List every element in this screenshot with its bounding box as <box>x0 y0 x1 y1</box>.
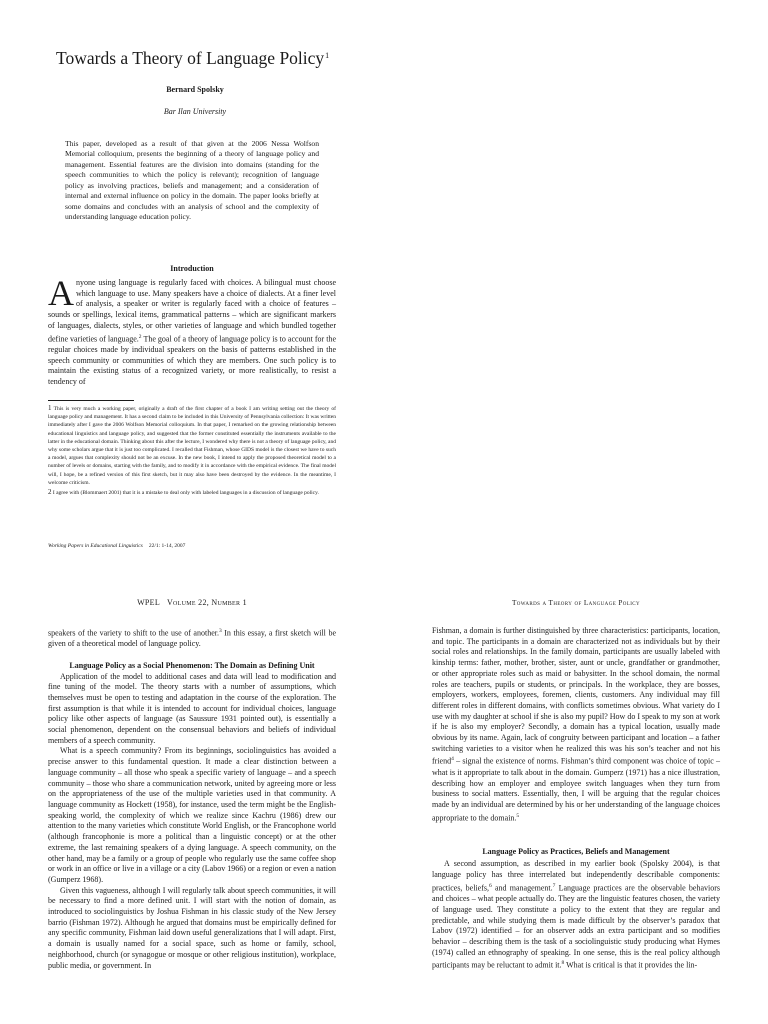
title-footnote-marker[interactable]: 1 <box>325 51 330 60</box>
introduction-paragraph: Anyone using language is regularly faced with choices. A bilingual must choose which language to use. Many speakers have a choice of dialects. At a finer level of analysis, a speaker or writer is regularly faced with a choice of features – sounds or spellings, lexical items, grammatical patterns – which are significant markers of languages, dialects, styles, or other varieties of language and which bundled together define varieties of language.$^2$ The goal of a theory of language policy is to account for the regular choices made by individual speakers on the basis of patterns established in the speech community or communities of which they are members. One such policy is to maintain the existing status of a recognized variety, or more realistically, to resist a tendency of <box>48 273 336 386</box>
body-paragraph-1: Application of the model to additional cases and data will lead to modification and fine tuning of the model. The theory starts with a number of assumptions, which themselves must be open to testing and adaptation in the course of the exploration. The first assumption is that while it is intended to account for individual choices, language policy like other aspects of language (as Saussure 1931 pointed out), is essentially a social phenomenon, dependent on the consensual behaviors and beliefs of individual members of a speech community. <box>48 671 336 745</box>
introduction-heading: Introduction <box>170 264 214 273</box>
continuation-paragraph: speakers of the variety to shift to the use of another.$^3$ In this essay, a first sketch will be given of a theoretical model of language policy. <box>48 628 336 649</box>
journal-issue: 22/1: 1-14, 2007 <box>148 543 186 549</box>
domain-paragraph: Fishman, a domain is further distinguished by three characteristics: participants, location, and topic. The participants in a domain are characterized not as individuals but by their social roles and relationships. In the family domain, participants are usually labeled with kinship terms: father, mother, brother, sister, aunt or uncle, grandfather or grandmother, or other appropriate roles such as maid or babysitter. In the school domain, the normal roles are teachers, pupils or students, or principals. In the workplace, they are bosses, employers, workers, employees, foremen, clients, customers. Any individual may fill different roles in different domains, with conflicts sometimes obvious. What variety do I use with my daughter at school if she is also my pupil? How do I speak to my son at work if he is also my employer? Secondly, a domain has a typical location, usually made obvious by its name. Again, lack of congruity between participant and location – a father switching varieties to a visitor when he realized this was his son’s teacher and not his friend$^4$ – signal the existence of norms. Fishman’s third component was choice of topic – what is it appropriate to talk about in the domain. Gumperz (1971) has a nice illustration, describing how an employer and employee switch languages when they turn from business to social matters. Essentially, then, I will be arguing that the regular choices made by an individual are determined by his or her understanding of the language choices appropriate to the domain.$^5$ <box>432 626 720 823</box>
paper-title: Towards a Theory of Language Policy$^1$ <box>56 48 330 68</box>
section-heading-domain: Language Policy as a Social Phenomenon: The Domain as Defining Unit <box>69 661 315 671</box>
footnote-1: 1 This is very much a working paper, originally a draft of the first chapter of a book I am writing setting out the theory of language policy and management. It has a second claim to be included in this University of Pennsylvania collection: It was written immediately after I gave the 2006 Wolfson Memorial colloquium. In that paper, I remarked on the growing relationship between educational linguistics and language policy, and suggested that the former constituted essentially the instruments available to the latter in the educational domain. Thinking about this after the lecture, I wondered why there is not a theory of language policy, and why some scholars argue that it is just too complicated. I recalled that Fishman, whose GIDS model is the closest we have to such a model, argues that complexity should not be an excuse. In the new book, I intend to apply the proposed theoretical model to a number of levels or domains, starting with the family, and to modify it in accordance with the empirical evidence. The final model will, I hope, be a refined version of this first sketch, but it may also have been destroyed by the evidence. In the meantime, I welcome criticism. <box>48 404 337 486</box>
footnote-marker-6[interactable]: 6 <box>488 882 492 889</box>
body-paragraph-2: What is a speech community? From its beginnings, sociolinguistics has avoided a precise answer to this fundamental question. It made a clear distinction between a language community – all those who speak a specific variety of language – and a speech community – those who share a communication network, united by agreeing more or less on the appropriateness of the use of the multiple varieties used in that community. A language community as Hockett (1958), for instance, used the term might be the English-speaking world, the complexity of which we realize since Kachru (1986) drew our attention to the many varieties which constitute World English, or the Francophone world (although francophonie is more a political than a linguistic concept) or at the other extreme, the last remaining speakers of a dying language. A speech community, on the other hand, may be a family or a group of people who regularly use the same coffee shop or work in an office or live in a village or a city (Labov 1966) or a region or even a nation (Gumperz 1968). <box>48 746 336 884</box>
author-name: Bernard Spolsky <box>166 85 224 94</box>
abstract: This paper, developed as a result of that given at the 2006 Nessa Wolfson Memorial colloquium, presents the beginning of a theory of language policy and management. Essential features are the division into domains (standing for the speech communities to which the policy is relevant); recognition of language policy as involving practices, beliefs and management; and a consideration of internal and external influence on policy in the domain. The paper looks briefly at some domains and concludes with an analysis of school and the complexity of understanding language education policy. <box>65 139 319 222</box>
right-column <box>432 626 720 972</box>
footnote-marker-3[interactable]: 3 <box>218 628 222 634</box>
footnote-divider <box>48 400 134 401</box>
journal-citation <box>48 543 185 549</box>
section-heading-practices: Language Policy as Practices, Beliefs and Management <box>482 846 670 856</box>
journal-name: Working Papers in Educational Linguistics <box>48 543 143 549</box>
footnote-marker-4[interactable]: 4 <box>451 756 454 763</box>
footnote-marker-7[interactable]: 7 <box>552 882 556 889</box>
footnotes <box>48 404 336 498</box>
author-affiliation: Bar Ilan University <box>163 107 227 116</box>
practices-paragraph: A second assumption, as described in my earlier book (Spolsky 2004), is that language policy has three interrelated but independently describable components: practices, beliefs,$^6$ and management.$^7$ Language practices are the observable behaviors and choices – what people actually do. They are the linguistic features chosen, the variety of language used. They constitute a policy to the extent that they are regular and predictable, and while studying them is made difficult by the observer’s paradox that Labov (1972) identified – for an observer adds an extra participant and so modifies behavior – describing them is the task of a sociolinguistic study producing what Hymes (1974) called an ethnography of speaking. In one sense, this is the real policy although participants may be reluctant to admit it.$^8$ What is critical is that it provides the lin- <box>432 859 721 971</box>
running-head-left: WPEL Volume 22, Number 1 <box>137 598 247 607</box>
footnote-marker-5[interactable]: 5 <box>516 812 520 819</box>
left-column <box>48 626 336 971</box>
body-paragraph-3: Given this vagueness, although I will regularly talk about speech communities, it will be necessary to find a more defined unit. I will start with the notion of domain, as introduced to sociolinguistics by Joshua Fishman in his classic study of the New Jersey barrio (Fishman 1972). Although he argued that domains must be empirically defined for any specific community, Fishman laid down useful generalizations that I will adapt. First, a domain is usually named for a social space, such as home or family, school, neighborhood, church (or synagogue or mosque or other religious institution), workplace, public media, or government. In <box>48 885 336 970</box>
running-head-right: Towards a Theory of Language Policy <box>511 599 641 607</box>
drop-cap: A <box>48 273 74 313</box>
footnote-marker-8[interactable]: 8 <box>561 960 565 967</box>
footnote-2: 2 I agree with (Blommaert 2001) that it is a mistake to deal only with labeled languages in a discussion of language policy. <box>48 488 319 497</box>
footnote-marker-2[interactable]: 2 <box>138 333 142 340</box>
